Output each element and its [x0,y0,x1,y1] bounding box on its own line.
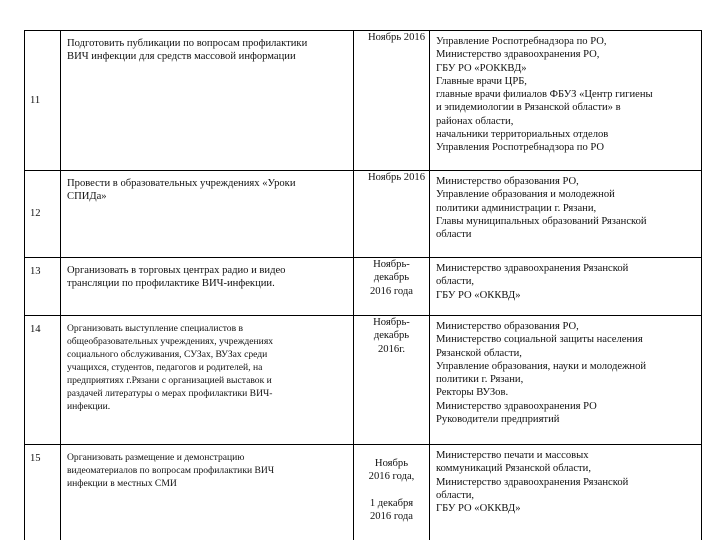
responsible-line: политики г. Рязани, [436,374,524,386]
task-line: общеобразовательных учреждениях, учреждениях [67,336,274,347]
date-line: Ноябрь- [373,317,410,328]
responsible-line: ГБУ РО «РОККВД» [436,62,527,74]
responsible-line: Министерство социальной защиты населения [436,334,643,346]
responsible-line: Главы муниципальных образований Рязанской [436,215,647,227]
responsible-line: ГБУ РО «ОККВД» [436,289,521,301]
responsible-line: Министерство здравоохранения Рязанской [436,476,629,488]
task-line: трансляции по профилактике ВИЧ-инфекции. [67,278,275,290]
date-cell [354,171,430,258]
responsible-line: ГБУ РО «ОККВД» [436,503,521,515]
responsible-cell [430,316,702,445]
table-row [25,258,702,316]
task-line: инфекции. [67,401,111,412]
date-line: декабрь [373,272,410,284]
date-line: Ноябрь 2016 [368,32,425,43]
task-line: раздачей литературы о мерах профилактики ВИЧ- [67,388,273,399]
table-row [25,316,702,445]
responsible-line: Управление образования, науки и молодежной [436,360,647,372]
responsible-line: области [436,229,472,241]
responsible-line: Министерство здравоохранения РО, [436,49,600,61]
task-line: предприятиях г.Рязани с организацией выставок и [67,375,272,386]
task-cell [61,258,354,316]
responsible-cell [430,445,702,540]
responsible-line: политики администрации г. Рязани, [436,202,597,214]
responsible-cell [430,31,702,171]
task-line: ВИЧ инфекции для средств массовой информации [67,51,296,63]
row-number: 11 [25,31,61,171]
table-row [25,445,702,540]
responsible-cell [430,258,702,316]
responsible-line: Министерство образования РО, [436,321,579,332]
date-spacer [356,484,427,497]
date-cell [354,258,430,316]
responsible-line: Министерство образования РО, [436,176,579,187]
responsible-line: Главные врачи ЦРБ, [436,75,527,87]
responsible-line: Управления Роспотребнадзора по РО [436,142,605,154]
row-number: 13 [25,258,61,316]
task-line: социального обслуживания, СУЗах, ВУЗах среди [67,349,268,360]
task-line: инфекции в местных СМИ [67,478,177,489]
activity-plan-table [24,30,702,540]
task-line: Подготовить публикации по вопросам профилактики [67,38,308,49]
task-cell [61,31,354,171]
date-line: Ноябрь [374,458,409,469]
date-line: 2016 года [369,510,413,522]
responsible-cell [430,171,702,258]
table-row [25,171,702,258]
date-line: 2016 года [369,285,413,297]
task-line: Провести в образовательных учреждениях «Уроки [67,178,296,189]
responsible-line: Управление образования и молодежной [436,189,615,201]
date-line: декабрь [373,330,410,342]
date-line: 1 декабря [369,497,414,509]
date-line: Ноябрь 2016 [368,172,425,183]
responsible-line: Министерство здравоохранения РО [436,400,597,412]
responsible-line: районах области, [436,115,514,127]
row-number: 14 [25,316,61,445]
responsible-line: области, [436,276,475,288]
responsible-line: Руководители предприятий [436,414,560,426]
responsible-line: главные врачи филиалов ФБУЗ «Центр гигиены [436,89,653,101]
responsible-line: Министерство печати и массовых [436,450,589,461]
row-number: 15 [25,445,61,540]
responsible-line: области, [436,489,475,501]
task-line: Организовать выступление специалистов в [67,323,244,334]
task-cell [61,445,354,540]
date-cell [354,31,430,171]
date-cell [354,316,430,445]
task-line: Организовать в торговых центрах радио и видео [67,265,286,276]
task-cell [61,171,354,258]
task-cell [61,316,354,445]
responsible-line: Ректоры ВУЗов. [436,387,509,399]
responsible-line: Министерство здравоохранения Рязанской [436,263,629,274]
task-line: учащихся, студентов, педагогов и родителей, на [67,362,263,373]
responsible-line: Управление Роспотребнадзора по РО, [436,36,607,47]
task-line: видеоматериалов по вопросам профилактики ВИЧ [67,465,275,476]
responsible-line: начальники территориальных отделов [436,129,609,141]
date-line: Ноябрь- [373,259,410,270]
responsible-line: Рязанской области, [436,347,522,359]
date-cell [354,445,430,540]
task-line: Организовать размещение и демонстрацию [67,452,245,463]
table-row [25,31,702,171]
row-number: 12 [25,171,61,258]
date-line: 2016г. [378,343,405,355]
date-line: 2016 года, [368,471,415,483]
task-line: СПИДа» [67,191,107,203]
responsible-line: коммуникаций Рязанской области, [436,463,591,475]
responsible-line: и эпидемиологии в Рязанской области» в [436,102,621,114]
